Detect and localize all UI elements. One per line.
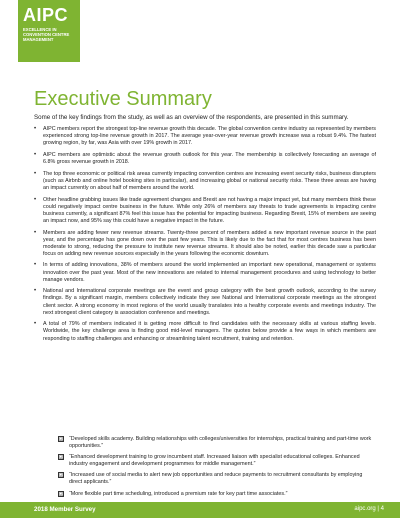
page-title: Executive Summary	[34, 88, 212, 110]
checkbox-icon: ☑	[59, 437, 64, 443]
quote-text: “Developed skills academy. Building relationships with colleges/universities for internships, practical training and part-time work opportunities.”	[69, 436, 372, 450]
logo-tagline-line: CONVENTION CENTRE	[23, 32, 70, 37]
finding-item: • Other headline grabbing issues like trade agreement changes and Brexit are not having a major impact yet, but many members think these could negatively impact centre business in the future. While only 26% of members say threats to trade agreements is impacting centre business currently, a significant 87% feel this issue has the potential for impacting business. Regarding Brexit, 15% of members are seeing an impact now, and 95% say this could have a negative impact in the future.	[34, 197, 376, 225]
findings-list	[34, 126, 376, 347]
logo-tagline-line: EXCELLENCE IN	[23, 27, 57, 32]
checkbox-icon: ☑	[59, 455, 64, 462]
intro-paragraph: Some of the key findings from the study, as well as an overview of the respondents, are presented in this summary.	[34, 114, 349, 121]
finding-item: • A total of 79% of members indicated it is getting more difficult to find candidates with the necessary skills at various staffing levels. Worldwide, the key challenge area is finding good mid-level managers. The quotes below provide a few ways in which members are responding to staffing challenges and enhancing or streamlining talent recruitment, training and retention.	[34, 321, 376, 342]
footer-survey-title: 2018 Member Survey	[34, 506, 96, 513]
logo-mark: AIPC	[23, 5, 69, 25]
finding-item: • AIPC members are optimistic about the revenue growth outlook for this year. The membership is collectively forecasting an average of 6.8% gross revenue growth in 2018.	[34, 152, 376, 166]
logo-tagline-line: MANAGEMENT	[23, 37, 54, 42]
page-footer	[0, 502, 400, 518]
finding-item: • National and International corporate meetings are the event and group category with the best growth outlook, according to the survey findings. By a significant margin, members collectively indicate they see National and International corporate meetings as the strongest client sector. A strong economy in most regions of the world usually translates into a healthy corporate events and meetings industry. The next strongest client category is association conference and meetings.	[34, 288, 376, 316]
quote-text: “Enhanced development training to grow incumbent staff. Increased liaison with specialist educational colleges. Enhanced industry engagement and development programmes for middle management.”	[69, 454, 360, 468]
quote-text: “Increased use of social media to alert new job opportunities and reduce payments to recruitment consultants by employing direct applicants.”	[69, 472, 363, 486]
aipc-logo	[18, 0, 80, 62]
quotes-list	[58, 436, 376, 502]
quote-item	[58, 472, 376, 486]
checkbox-icon: ☑	[59, 491, 64, 498]
finding-item: • In terms of adding innovations, 38% of members around the world implemented an important new operational, management or systems innovation over the past year. Most of the new innovations are related to internal management procedures and using technology to better manage vendors.	[34, 262, 376, 283]
footer-site-page[interactable]: aipc.org | 4	[354, 506, 384, 512]
finding-item: • AIPC members report the strongest top-line revenue growth this decade. The global convention centre industry as represented by members experienced strong top-line revenue growth in 2017. The average year-over-year revenue growth increase was a robust 9.4%. The fastest growing region, by far, was Asia with over 19% growth in 2017.	[34, 126, 376, 147]
logo-tagline	[23, 27, 75, 42]
finding-item: • Members are adding fewer new revenue streams. Twenty-three percent of members added a new important revenue source in the past year, and the percentage has gone down over the past few years. This is likely due to the fact that for most centres business has been moderate to strong, reducing the pressure to institute new revenue streams. It should also be noted, earlier this decade saw a particular focus on adding new revenue sources especially in the years following the economic downturn.	[34, 230, 376, 258]
quote-item	[58, 436, 376, 450]
quote-text: “More flexible part time scheduling, introduced a premium rate for key part time associates.”	[69, 490, 288, 497]
finding-item: • The top three economic or political risk areas currently impacting convention centres are increasing event security risks, business disrupters (such as Airbnb and online hotel booking sites in particular), and increasing global or national security risks. These three areas are having an impact currently on about half of members around the world.	[34, 171, 376, 192]
quote-item	[58, 454, 376, 468]
quote-item	[58, 491, 376, 498]
checkbox-icon: ☑	[59, 473, 64, 480]
